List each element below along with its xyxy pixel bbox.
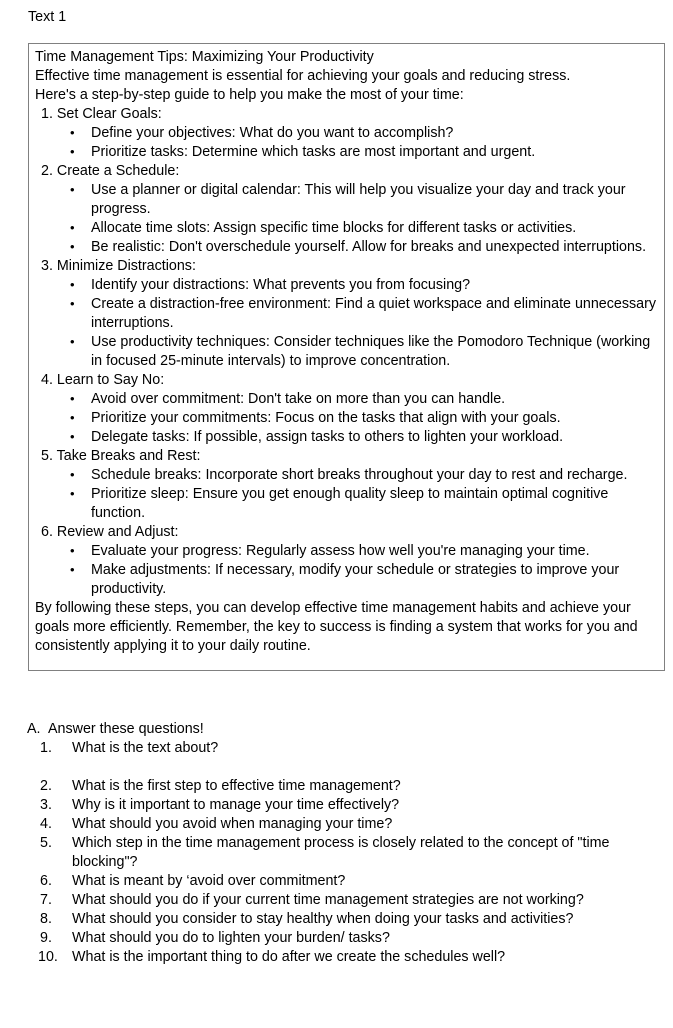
exercise-section [0, 720, 673, 967]
step-bullets-5 [35, 466, 657, 523]
question-text: What should you do to lighten your burden/ tasks? [72, 930, 390, 946]
step-heading-5: 5. Take Breaks and Rest: [41, 448, 201, 464]
question-number: 3. [40, 797, 52, 813]
passage-closing-paragraph: By following these steps, you can develop effective time management habits and achieve your goals more efficiently. Remember, the key to success is finding a system that works for you and consistently applying it to your daily routine. [35, 600, 638, 654]
question-number: 2. [40, 778, 52, 794]
question-text: What should you do if your current time management strategies are not working? [72, 892, 584, 908]
question-text: What should you avoid when managing your time? [72, 816, 393, 832]
question-text: What is the text about? [72, 740, 219, 756]
question-number: 8. [40, 911, 52, 927]
question-number: 9. [40, 930, 52, 946]
question-text: What is meant by ‘avoid over commitment? [72, 873, 346, 889]
step-heading-1: 1. Set Clear Goals: [41, 106, 162, 122]
question-text: What is the important thing to do after we create the schedules well? [72, 949, 506, 965]
page-title: Text 1 [28, 9, 67, 25]
list-item: • Allocate time slots: Assign specific time blocks for different tasks or activities. [35, 219, 657, 238]
step-heading-2: 2. Create a Schedule: [41, 163, 180, 179]
list-item [0, 796, 673, 815]
question-number: 7. [40, 892, 52, 908]
question-text: Which step in the time management process is closely related to the concept of "time blocking"? [72, 835, 610, 870]
question-text: What should you consider to stay healthy when doing your tasks and activities? [72, 911, 574, 927]
list-item: • Prioritize tasks: Determine which tasks are most important and urgent. [35, 143, 657, 162]
list-item [0, 948, 673, 967]
passage-intro-line-1: Effective time management is essential for achieving your goals and reducing stress. [35, 68, 571, 84]
list-item: • Be realistic: Don't overschedule yourself. Allow for breaks and unexpected interruptions. [35, 238, 657, 257]
question-text: What is the first step to effective time management? [72, 778, 401, 794]
list-item [0, 910, 673, 929]
list-item: • Schedule breaks: Incorporate short breaks throughout your day to rest and recharge. [35, 466, 657, 485]
list-item: • Make adjustments: If necessary, modify your schedule or strategies to improve your productivity. [35, 561, 657, 599]
list-item: • Evaluate your progress: Regularly assess how well you're managing your time. [35, 542, 657, 561]
step-bullets-4 [35, 390, 657, 447]
passage-title: Time Management Tips: Maximizing Your Productivity [35, 49, 374, 65]
step-bullets-1 [35, 124, 657, 162]
question-list [0, 739, 673, 967]
list-item: • Use a planner or digital calendar: This will help you visualize your day and track your progress. [35, 181, 657, 219]
exercise-marker: A. [27, 721, 41, 737]
list-item [0, 872, 673, 891]
list-item: • Prioritize your commitments: Focus on the tasks that align with your goals. [35, 409, 657, 428]
list-item [0, 834, 673, 872]
list-item: • Delegate tasks: If possible, assign tasks to others to lighten your workload. [35, 428, 657, 447]
question-number: 10. [38, 949, 58, 965]
step-heading-3: 3. Minimize Distractions: [41, 258, 196, 274]
passage-intro-line-2: Here's a step-by-step guide to help you make the most of your time: [35, 87, 464, 103]
exercise-instruction: Answer these questions! [48, 721, 204, 737]
list-item [0, 739, 673, 758]
list-item: • Define your objectives: What do you want to accomplish? [35, 124, 657, 143]
list-item [0, 777, 673, 796]
list-item: • Prioritize sleep: Ensure you get enough quality sleep to maintain optimal cognitive function. [35, 485, 657, 523]
step-bullets-2 [35, 181, 657, 257]
step-heading-6: 6. Review and Adjust: [41, 524, 179, 540]
question-number: 1. [40, 740, 52, 756]
step-bullets-3 [35, 276, 657, 371]
question-number: 4. [40, 816, 52, 832]
step-bullets-6 [35, 542, 657, 599]
list-item [0, 929, 673, 948]
list-item: • Identify your distractions: What prevents you from focusing? [35, 276, 657, 295]
question-number: 6. [40, 873, 52, 889]
list-item [0, 815, 673, 834]
question-text: Why is it important to manage your time effectively? [72, 797, 400, 813]
list-item: • Use productivity techniques: Consider techniques like the Pomodoro Technique (working in focused 25-minute intervals) to improve concentration. [35, 333, 657, 371]
passage-text-box [28, 43, 665, 671]
list-item: • Avoid over commitment: Don't take on more than you can handle. [35, 390, 657, 409]
question-number: 5. [40, 835, 52, 851]
exercise-instruction-row [0, 720, 673, 739]
list-item [0, 891, 673, 910]
list-item: • Create a distraction-free environment: Find a quiet workspace and eliminate unnecessary interruptions. [35, 295, 657, 333]
step-heading-4: 4. Learn to Say No: [41, 372, 165, 388]
